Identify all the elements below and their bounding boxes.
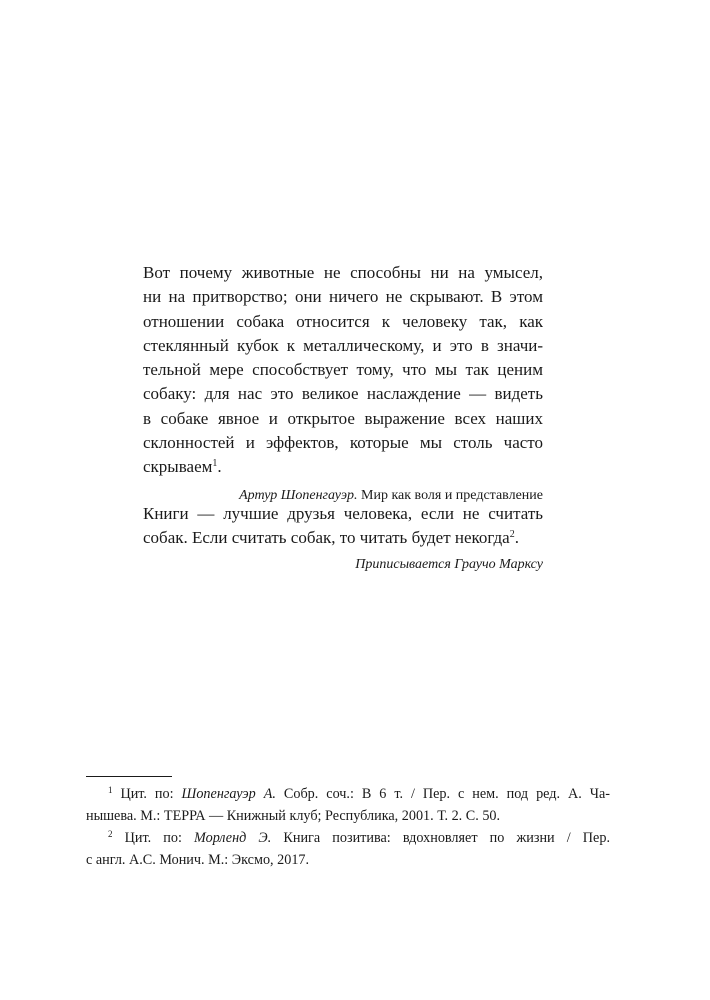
attribution-marx (143, 555, 543, 575)
attribution-author: Артур Шопенгауэр. (239, 487, 358, 503)
footnote-ref-1[interactable]: 1 (212, 458, 218, 470)
quote-line: в собаке явное и открытое выражение всех наших (143, 408, 543, 428)
attribution-text: Приписывается Граучо Марксу (355, 556, 543, 572)
footnote-1-prefix: Цит. по: (112, 786, 182, 802)
quote-last-line: собак. Если считать собак, то читать будет некогда$^2$. (143, 528, 519, 548)
footnote-ref-2[interactable]: 2 (509, 529, 515, 541)
footnote-divider (86, 776, 172, 777)
quote-line: ни на притворство; они ничего не скрывают. В этом (143, 287, 543, 307)
footnote-2-number: 2 (108, 829, 113, 839)
quote-text: скрываем (143, 457, 213, 477)
footnote-1-number: 1 (108, 785, 113, 795)
epigraph-schopenhauer (143, 261, 543, 506)
epigraph-marx (143, 502, 543, 575)
quote-text: собак. Если считать собак, то читать будет некогда (143, 528, 510, 548)
quote-last-line: скрываем$^1$. (143, 457, 222, 477)
footnote-2-prefix: Цит. по: (112, 830, 194, 846)
quote-line: Вот почему животные не способны ни на умысел, (143, 263, 543, 282)
quote-line: тельной мере способствует тому, что мы так ценим (143, 360, 543, 380)
footnote-1-author: Шопенгауэр А. (181, 786, 276, 802)
footnote-2-text: Книга позитива: вдохновляет по жизни / Пер. (271, 830, 610, 846)
footnotes (86, 783, 610, 871)
footnote-2-line-2: с англ. А.С. Монич. М.: Эксмо, 2017. (86, 852, 310, 868)
quote-line: Книги — лучшие друзья человека, если не считать (143, 504, 543, 523)
footnote-1-line-2: нышева. М.: ТЕРРА — Книжный клуб; Республика, 2001. Т. 2. С. 50. (86, 808, 501, 824)
footnote-1-text: Собр. соч.: В 6 т. / Пер. с нем. под ред. А. Ча- (275, 786, 611, 802)
quote-line: склонностей и эффектов, которые мы столь часто (143, 433, 543, 453)
quote-line: собаку: для нас это великое наслаждение — видеть (143, 384, 543, 404)
footnote-1-line-1 (86, 783, 610, 805)
quote-line: стеклянный кубок к металлическому, и это в значи- (143, 335, 543, 355)
footnote-2-author: Морленд Э. (194, 830, 272, 846)
quote-line: отношении собака относится к человеку так, как (143, 311, 543, 331)
attribution-work: Мир как воля и представление (357, 487, 543, 503)
footnote-2-line-1 (86, 827, 610, 849)
